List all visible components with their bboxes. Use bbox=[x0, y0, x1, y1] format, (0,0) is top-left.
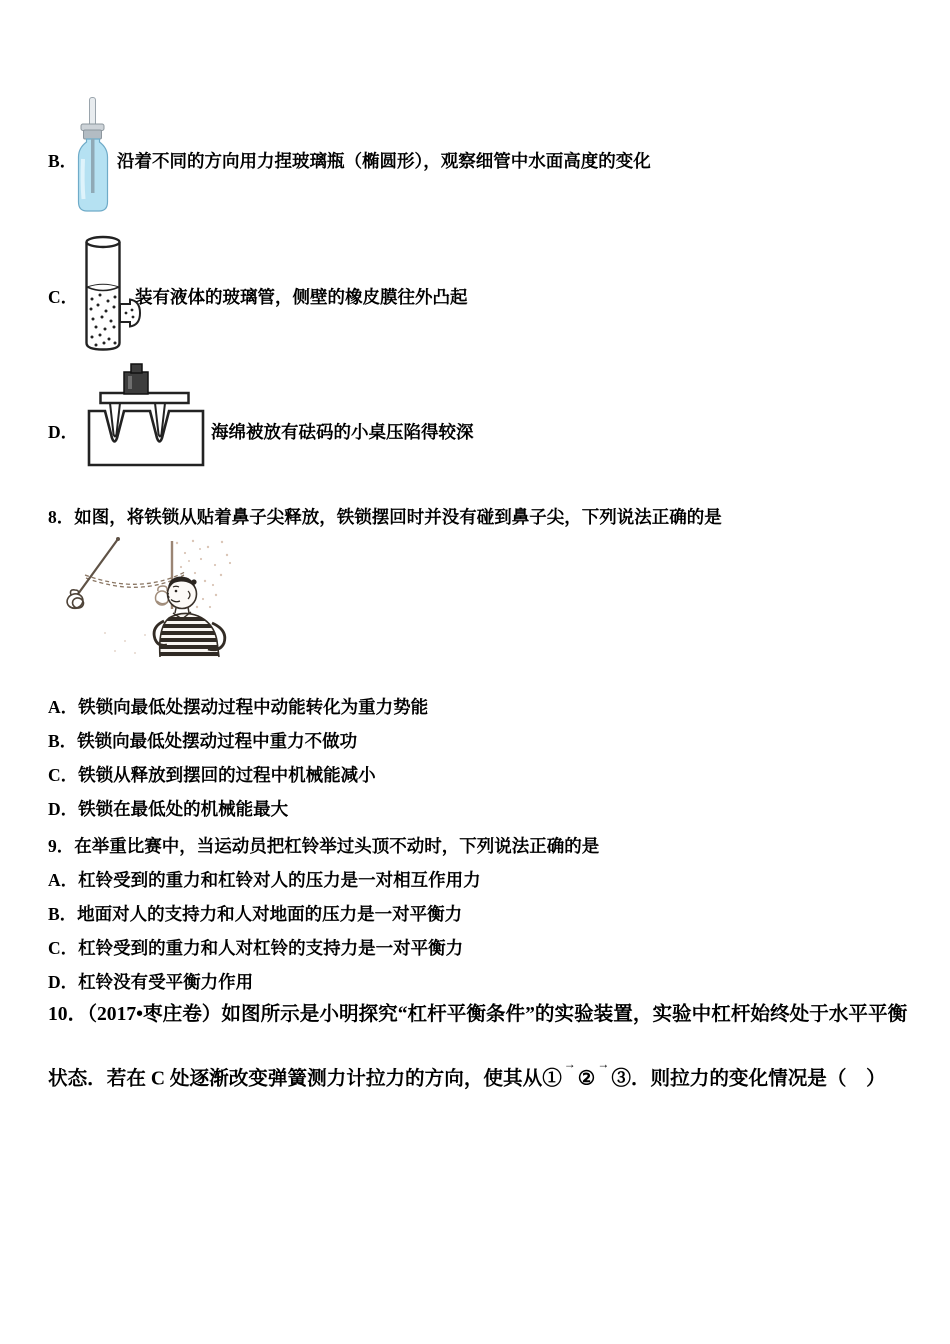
weight-body bbox=[124, 372, 148, 394]
bottle-figure bbox=[74, 97, 112, 218]
bottle-icon bbox=[74, 97, 112, 213]
glass-highlight bbox=[83, 159, 84, 199]
circled-number-2: ② bbox=[577, 1068, 596, 1090]
striped-shirt bbox=[155, 611, 223, 661]
question-8-option-d: D．铁锁在最低处的机械能最大 bbox=[48, 799, 289, 819]
question-8-option-a: A．铁锁向最低处摆动过程中动能转化为重力势能 bbox=[48, 697, 429, 717]
iron-lock bbox=[65, 590, 85, 610]
arrow-icon: → bbox=[563, 1057, 576, 1071]
arrow-icon: → bbox=[597, 1057, 610, 1071]
pendulum-illustration bbox=[45, 533, 295, 678]
circled-number-3: ③ bbox=[611, 1068, 631, 1090]
option-b-text: 沿着不同的方向用力捏玻璃瓶（椭圆形），观察细管中水面高度的变化 bbox=[117, 151, 651, 171]
option-b-label: B． bbox=[48, 151, 78, 171]
question-10-line2-prefix: 状态．若在 C 处逐渐改变弹簧测力计拉力的方向，使其从 bbox=[48, 1068, 543, 1090]
tube-opening bbox=[87, 237, 120, 247]
question-9-option-a: A．杠铃受到的重力和杠铃对人的压力是一对相互作用力 bbox=[48, 870, 481, 890]
person-sketch bbox=[154, 577, 225, 662]
weight-knob bbox=[131, 364, 142, 373]
sponge-table-figure bbox=[86, 362, 206, 475]
weight-highlight bbox=[128, 376, 132, 389]
sponge bbox=[89, 411, 203, 465]
question-9-option-b: B．地面对人的支持力和人对地面的压力是一对平衡力 bbox=[48, 904, 463, 924]
inner-tube bbox=[91, 139, 95, 193]
string-anchor bbox=[116, 537, 120, 541]
question-10-line2-suffix: ．则拉力的变化情况是（ ） bbox=[630, 1068, 886, 1090]
sponge-table-icon bbox=[86, 362, 206, 470]
question-10-line1: 10．（2017•枣庄卷）如图所示是小明探究“杠杆平衡条件”的实验装置，实验中杠杆始终处于水平平衡 bbox=[48, 1004, 908, 1025]
question-8-option-b: B．铁锁向最低处摆动过程中重力不做功 bbox=[48, 731, 358, 751]
option-c-label: C． bbox=[48, 287, 79, 307]
question-8-option-c: C．铁锁从释放到摆回的过程中机械能减小 bbox=[48, 765, 376, 785]
circled-number-1: ① bbox=[542, 1068, 562, 1090]
question-10-line2 bbox=[48, 1057, 886, 1092]
question-9-option-d: D．杠铃没有受平衡力作用 bbox=[48, 972, 254, 992]
question-9-stem: 9．在举重比赛中，当运动员把杠铃举过头顶不动时，下列说法正确的是 bbox=[48, 836, 600, 856]
option-c-text: 装有液体的玻璃管，侧壁的橡皮膜往外凸起 bbox=[135, 287, 468, 307]
iron-lock-at-nose bbox=[156, 586, 169, 605]
question-8-stem: 8．如图，将铁锁从贴着鼻子尖释放，铁锁摆回时并没有碰到鼻子尖，下列说法正确的是 bbox=[48, 507, 722, 527]
question-9-option-c: C．杠铃受到的重力和人对杠铃的支持力是一对平衡力 bbox=[48, 938, 464, 958]
bottle-cap bbox=[84, 130, 102, 139]
eye bbox=[175, 590, 178, 593]
option-d-label: D． bbox=[48, 422, 79, 442]
option-d-text: 海绵被放有砝码的小桌压陷得较深 bbox=[211, 422, 474, 442]
pendulum-sketch-icon bbox=[45, 533, 295, 673]
pendulum-string bbox=[78, 539, 118, 594]
